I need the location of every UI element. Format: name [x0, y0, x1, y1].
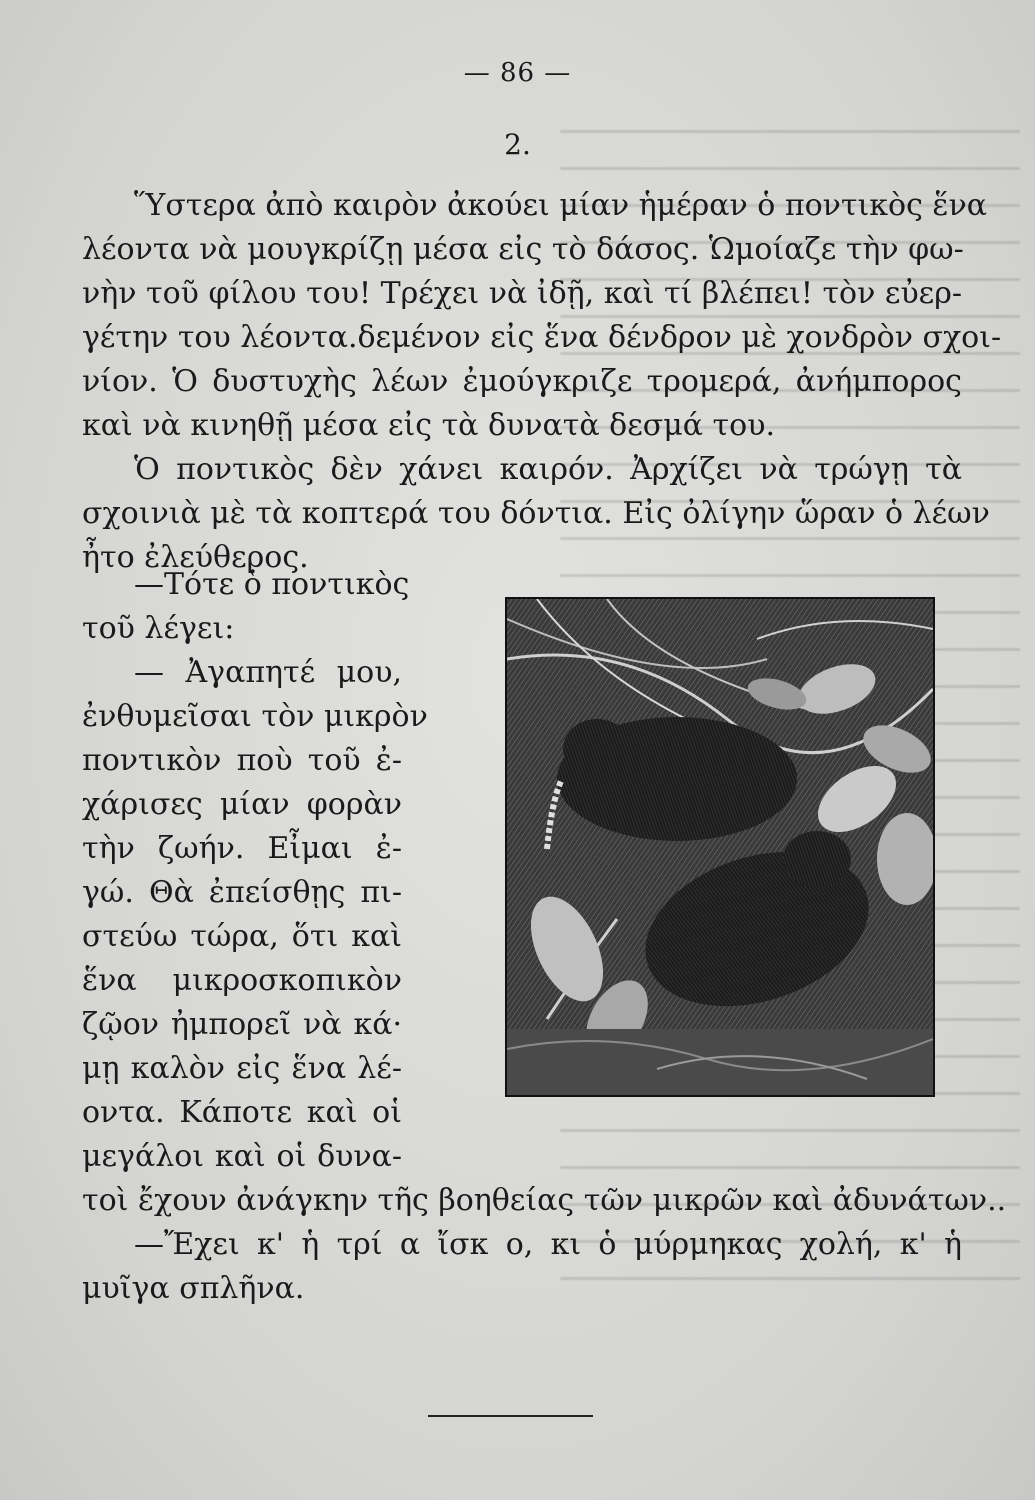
text-line: γέτην του λέοντα.δεμένον εἰς ἕνα δένδρον μὲ χονδρὸν σχοι-: [82, 320, 1002, 355]
text-line: τοὶ ἔχουν ἀνάγκην τῆς βοηθείας τῶν μικρῶν καὶ ἀδυνάτων..: [82, 1183, 1007, 1218]
text-line: — Ἀγαπητέ μου,: [134, 655, 402, 690]
text-line: στεύω τώρα, ὅτι καὶ: [82, 919, 402, 954]
section-number: 2.: [504, 128, 531, 161]
text-line: Ὕστερα ἀπὸ καιρὸν ἀκούει μίαν ἡμέραν ὁ ποντικὸς ἕνα: [134, 188, 988, 223]
text-line: ποντικὸν ποὺ τοῦ ἐ-: [82, 743, 402, 778]
text-line: λέοντα νὰ μουγκρίζῃ μέσα εἰς τὸ δάσος. Ὡμοίαζε τὴν φω-: [82, 232, 964, 267]
text-line: ἕνα μικροσκοπικὸν: [82, 963, 402, 998]
text-line: νὴν τοῦ φίλου του! Τρέχει νὰ ἰδῇ, καὶ τί βλέπει! τὸν εὐερ-: [82, 276, 962, 311]
text-line: —Τότε ὁ ποντικὸς: [134, 567, 410, 602]
page-number: — 86 —: [463, 58, 572, 88]
text-line: γώ. Θὰ ἐπείσθῃς πι-: [82, 875, 402, 910]
proverb-line: —Ἔχει κ' ἡ τρί α ἴσκ ο, κι ὁ μύρμηκας χολή, κ' ἡ: [134, 1227, 962, 1262]
mice-engraving-illustration: [505, 597, 935, 1097]
proverb-line: μυῖγα σπλῆνα.: [82, 1271, 305, 1306]
text-line: τοῦ λέγει:: [82, 611, 235, 646]
text-line: σχοινιὰ μὲ τὰ κοπτερά του δόντια. Εἰς ὀλίγην ὥραν ὁ λέων: [82, 496, 990, 531]
text-line: καὶ νὰ κινηθῇ μέσα εἰς τὰ δυνατὰ δεσμά του.: [82, 408, 775, 443]
text-line: χάρισες μίαν φορὰν: [82, 787, 402, 822]
text-line: ἦτο ἐλεύθερος.: [82, 540, 309, 575]
text-line: ζῷον ἠμπορεῖ νὰ κά·: [82, 1007, 402, 1042]
text-line: νίον. Ὁ δυστυχὴς λέων ἐμούγκριζε τρομερά, ἀνήμπορος: [82, 364, 962, 399]
text-line: μεγάλοι καὶ οἱ δυνα-: [82, 1139, 402, 1174]
end-rule: [428, 1415, 593, 1417]
text-line: τὴν ζωήν. Εἶμαι ἐ-: [82, 831, 402, 866]
text-line: οντα. Κάποτε καὶ οἱ: [82, 1095, 402, 1130]
text-line: μῃ καλὸν εἰς ἕνα λέ-: [82, 1051, 402, 1086]
text-line: Ὁ ποντικὸς δὲν χάνει καιρόν. Ἀρχίζει νὰ τρώγῃ τὰ: [134, 452, 962, 487]
text-line: ἐνθυμεῖσαι τὸν μικρὸν: [82, 699, 428, 734]
